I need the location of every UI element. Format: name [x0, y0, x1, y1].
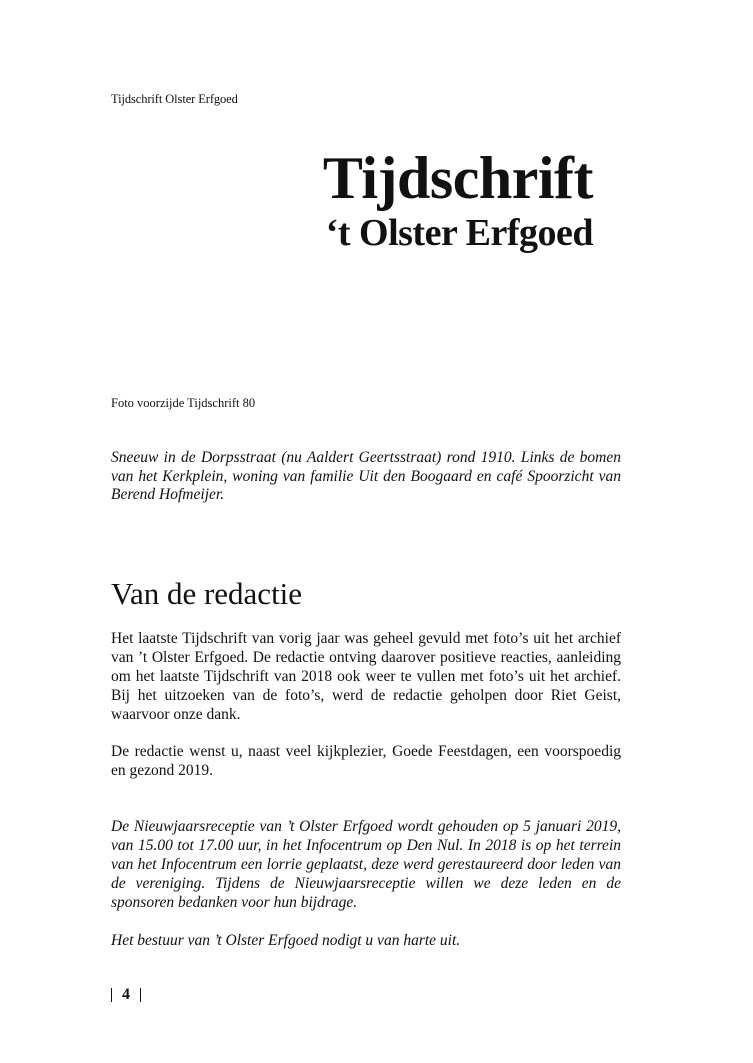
masthead-title: Tijdschrift [322, 145, 593, 211]
editorial-paragraph: Het laatste Tijdschrift van vorig jaar was geheel gevuld met foto’s uit het archief van ’t Olster Erfgoed. De redactie ontving daarover positieve reacties, aanleiding om het laatste Tijdschrift van 2018 ook weer te vullen met foto’s uit het archief. Bij het uitzoeken van de foto’s, werd de redactie geholpen door Riet Geist, waarvoor onze dank. [111, 630, 621, 723]
cover-photo-caption: Sneeuw in de Dorpsstraat (nu Aaldert Geertsstraat) rond 1910. Links de bomen van het Kerkplein, woning van familie Uit den Boogaard en café Spoorzicht van Berend Hofmeijer. [111, 449, 621, 503]
board-invitation: Het bestuur van ’t Olster Erfgoed nodigt u van harte uit. [111, 932, 461, 949]
editorial-paragraph: De redactie wenst u, naast veel kijkplezier, Goede Feestdagen, een voorspoedig en gezond 2019. [111, 743, 621, 779]
masthead-subtitle: ‘t Olster Erfgoed [325, 212, 593, 254]
cover-photo-label: Foto voorzijde Tijdschrift 80 [111, 396, 256, 410]
folio-divider-left [111, 988, 112, 1002]
section-heading: Van de redactie [111, 576, 303, 611]
running-head: Tijdschrift Olster Erfgoed [111, 92, 238, 106]
page-number-text: 4 [122, 986, 130, 1003]
masthead [323, 146, 593, 254]
folio-divider-right [140, 988, 141, 1002]
reception-announcement: De Nieuwjaarsreceptie van ’t Olster Erfgoed wordt gehouden op 5 januari 2019, van 15.00 tot 17.00 uur, in het Infocentrum op Den Nul. In 2018 is op het terrein van het Infocentrum een lorrie geplaatst, deze werd gerestaureerd door leden van de vereniging. Tijdens de Nieuwjaarsreceptie willen we deze leden en de sponsoren bedanken voor hun bijdrage. [111, 818, 621, 911]
page-number [111, 986, 141, 1004]
